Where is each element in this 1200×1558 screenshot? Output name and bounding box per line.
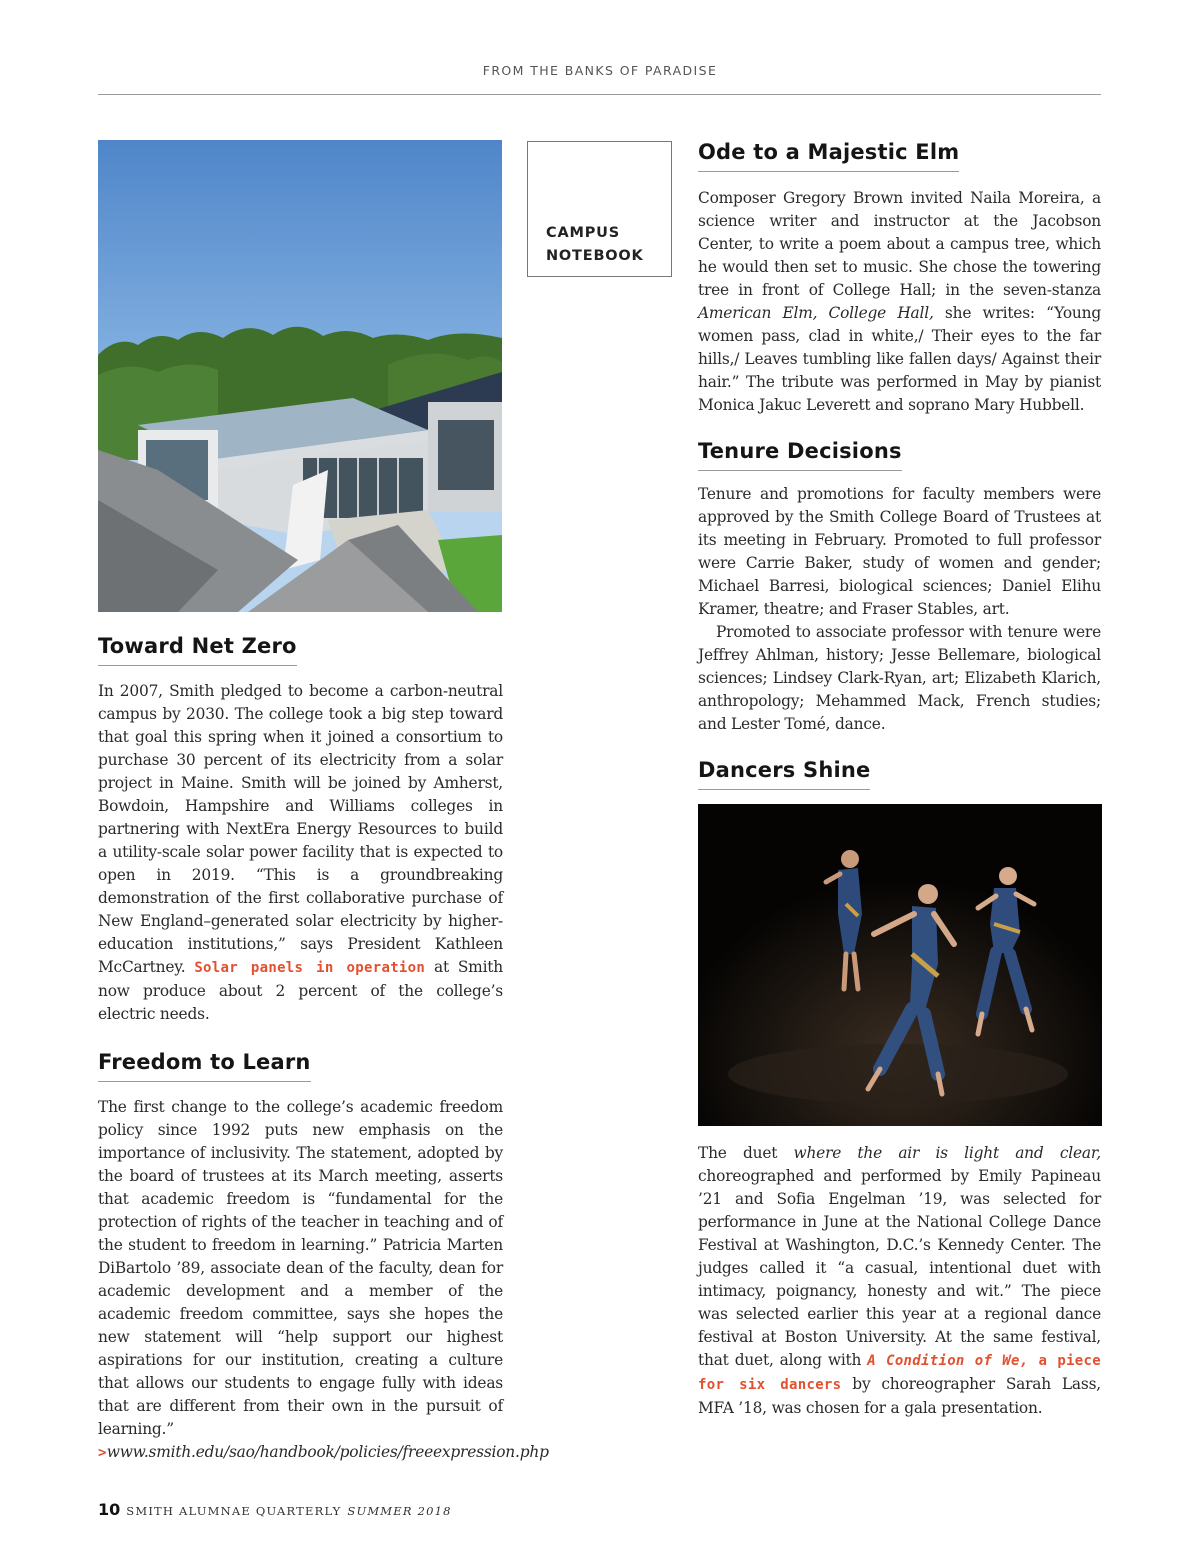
elm-text-1: Composer Gregory Brown invited Naila Moreira, a science writer and instructor at the Jacobson Center, to write a poem about a campus tree, which he would then set to music. She chose the towering tree in front of College Hall; in the seven-stanza bbox=[698, 189, 1101, 299]
freedom-text: The first change to the college’s academic freedom policy since 1992 puts new emphasis on the importance of inclusivity. The statement, adopted by the board of trustees at its March meeting, asserts that academic freedom is “fundamental for the protection of rights of the teacher in teaching and of the student to freedom in learning.” Patricia Marten DiBartolo ’89, associate dean of the faculty, dean for academic development and a member of the academic freedom committee, says she hopes the new statement will “help support our highest aspirations for our institution, creating a culture that allows our students to engage fully with ideas that are different from their own in the pursuit of learning.” bbox=[98, 1098, 503, 1438]
tenure-para-2: Promoted to associate professor with tenure were Jeffrey Ahlman, history; Jesse Bellemare, biological sciences; Lindsey Clark-Ryan, art; Elizabeth Klarich, anthropology; Mehammed Mack, French studies; and Lester Tomé, dance. bbox=[698, 623, 1101, 733]
page-footer bbox=[98, 1500, 452, 1519]
elm-heading: Ode to a Majestic Elm bbox=[698, 140, 959, 172]
url-marker: > bbox=[98, 1445, 107, 1461]
dancers-text-3: by choreographer Sarah Lass, MFA ’18, was chosen for a gala presentation. bbox=[698, 1375, 1101, 1417]
condition-of-we-link-rest[interactable]: a piece for six dancers bbox=[698, 1353, 1101, 1393]
section-freedom bbox=[98, 1050, 549, 1465]
net-zero-heading: Toward Net Zero bbox=[98, 634, 297, 666]
net-zero-text-2: at Smith now produce about 2 percent of the college’s electric needs. bbox=[98, 958, 503, 1023]
tenure-heading: Tenure Decisions bbox=[698, 439, 902, 471]
solar-panels-link[interactable]: Solar panels in operation bbox=[194, 960, 426, 976]
freedom-url-link[interactable]: www.smith.edu/sao/handbook/policies/freeexpression.php bbox=[106, 1443, 549, 1461]
header-rule bbox=[98, 94, 1101, 95]
elm-text-2: she writes: “Young women pass, clad in white,/ Their eyes to the far hills,/ Leaves tumbling like fallen days/ Against their hair.” The tribute was performed in May by pianist Monica Jakuc Leverett and soprano Mary Hubbell. bbox=[698, 304, 1102, 414]
dancers-piece-title: where the air is light and clear, bbox=[793, 1144, 1102, 1162]
dancers-body bbox=[698, 1142, 1101, 1420]
dancers-photo bbox=[698, 804, 1102, 1126]
net-zero-body bbox=[98, 680, 503, 1026]
campus-notebook-label bbox=[546, 222, 644, 268]
page-number: 10 bbox=[98, 1500, 121, 1519]
dancers-text-2: choreographed and performed by Emily Papineau ’21 and Sofia Engelman ’19, was selected for performance in June at the National College Dance Festival at Washington, D.C.’s Kennedy Center. The judges called it “a casual, intentional duet with intimacy, poignancy, honesty and wit.” The piece was selected earlier this year at a regional dance festival at Boston University. At the same festival, that duet, along with bbox=[698, 1167, 1101, 1369]
left-column bbox=[98, 140, 549, 1465]
issue-date: SUMMER 2018 bbox=[347, 1504, 452, 1518]
dancers-heading: Dancers Shine bbox=[698, 758, 870, 790]
section-elm bbox=[698, 140, 1101, 417]
dancers-text-1: The duet bbox=[698, 1144, 794, 1162]
freedom-body bbox=[98, 1096, 549, 1465]
elm-body bbox=[698, 187, 1101, 417]
condition-of-we-link-title[interactable]: A Condition of We, bbox=[867, 1353, 1029, 1369]
building-photo-illustration bbox=[98, 140, 502, 612]
section-tenure bbox=[698, 439, 1101, 736]
running-head: FROM THE BANKS OF PARADISE bbox=[482, 63, 718, 78]
freedom-heading: Freedom to Learn bbox=[98, 1050, 311, 1082]
notebook-line-1: CAMPUS bbox=[546, 225, 620, 241]
campus-notebook-box bbox=[527, 141, 672, 277]
tenure-para-1: Tenure and promotions for faculty members were approved by the Smith College Board of Trustees at its meeting in February. Promoted to full professor were Carrie Baker, study of women and gender; Michael Barresi, biological sciences; Daniel Elihu Kramer, theatre; and Fraser Stables, art. bbox=[698, 485, 1101, 618]
right-column bbox=[698, 140, 1101, 1420]
net-zero-text-1: In 2007, Smith pledged to become a carbon-neutral campus by 2030. The college took a big step toward that goal this spring when it joined a consortium to purchase 30 percent of its electricity from a solar project in Maine. Smith will be joined by Amherst, Bowdoin, Hampshire and Williams colleges in partnering with NextEra Energy Resources to build a utility-scale solar power facility that is expected to open in 2019. “This is a groundbreaking demonstration of the first collaborative purchase of New England–generated solar electricity by higher-education institutions,” says President Kathleen McCartney. bbox=[98, 682, 503, 976]
building-photo bbox=[98, 140, 502, 612]
section-dancers bbox=[698, 758, 1101, 1420]
dancers-photo-illustration bbox=[698, 804, 1102, 1126]
section-net-zero bbox=[98, 634, 503, 1026]
elm-poem-title: American Elm, College Hall, bbox=[698, 304, 934, 322]
notebook-line-2: NOTEBOOK bbox=[546, 248, 644, 264]
publication-name: SMITH ALUMNAE QUARTERLY bbox=[126, 1504, 342, 1518]
